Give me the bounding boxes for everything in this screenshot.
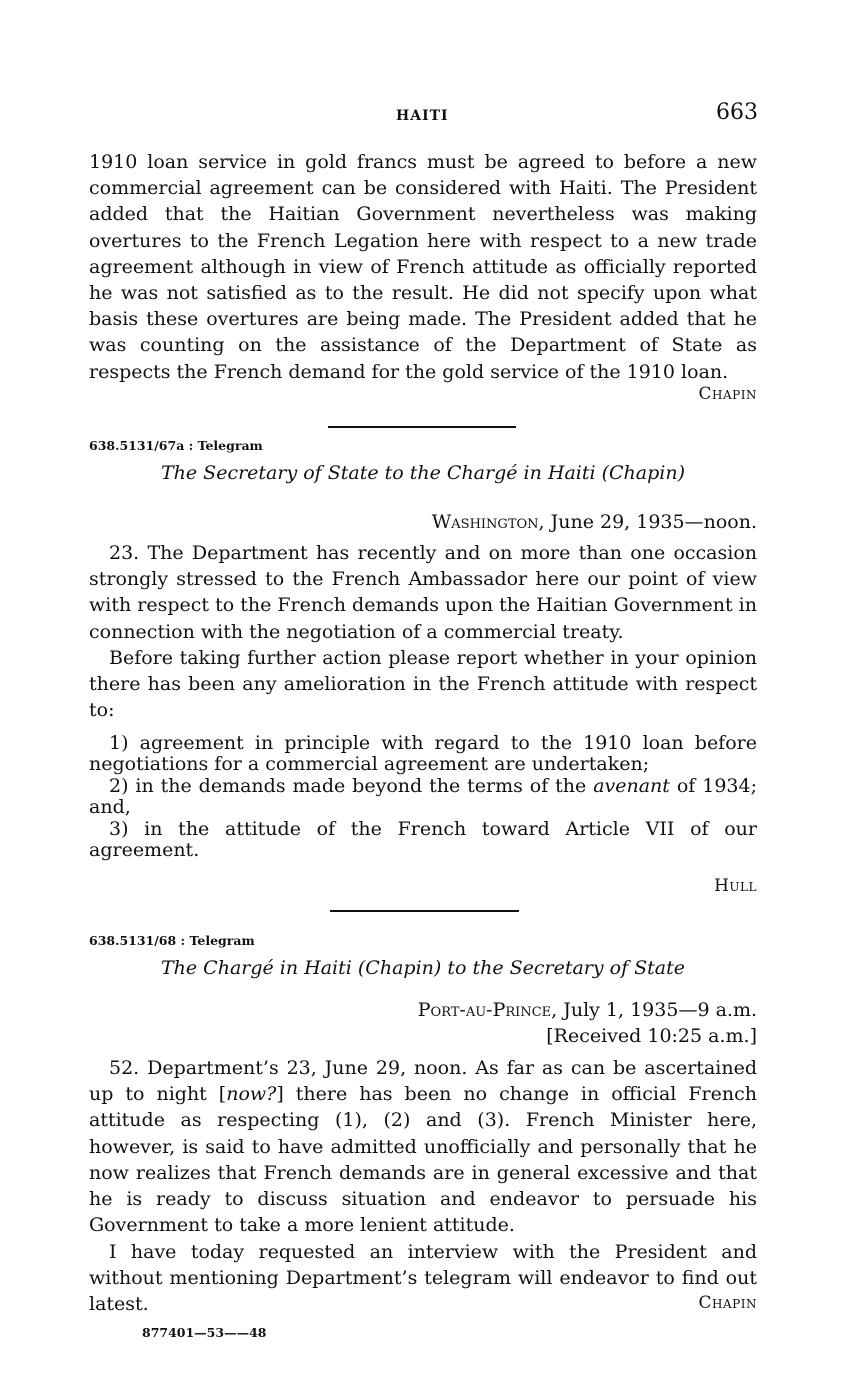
doc2-dateline-date: , June 29, 1935—noon.	[538, 511, 757, 533]
print-code: 877401—53——48	[142, 1325, 267, 1340]
doc3-title: The Chargé in Haiti (Chapin) to the Secretary of State	[160, 957, 686, 979]
doc3-signature: Chapin	[698, 1293, 757, 1313]
doc1-signature: Chapin	[698, 384, 757, 404]
doc2-list-item-3: 3) in the attitude of the French toward Article VII of our agreement.	[89, 818, 757, 861]
doc2-list-item-2-end: of 1934; and,	[89, 775, 758, 818]
doc2-list-item-2-emphasis: avenant	[593, 775, 670, 797]
running-title: HAITI	[396, 108, 449, 124]
section-divider	[328, 426, 516, 428]
doc3-file-reference: 638.5131/68 : Telegram	[89, 933, 255, 948]
section-divider	[330, 910, 519, 912]
doc2-dateline	[432, 511, 757, 533]
doc2-list-item-2-start: 2) in the demands made beyond the terms of the	[109, 775, 594, 797]
doc3-dateline-place: Port-au-Prince	[417, 999, 552, 1021]
doc2-paragraph-1: 23. The Department has recently and on more than one occasion strongly stressed to the French Ambassador here our point of view with respect to the French demands upon the Haitian Government in connection with the negotiation of a commercial treaty.	[89, 542, 757, 643]
page-number: 663	[716, 100, 758, 125]
doc3-paragraph-1-end: ] there has been no change in official French attitude as respecting (1), (2) and (3). French Minister here, however, is said to have admitted unofficially and personally that he now realizes that French demands are in general excessive and that he is ready to discuss situation and endeavor to persuade his Government to take a more lenient attitude.	[89, 1083, 757, 1237]
doc3-dateline-date: , July 1, 1935—9 a.m.	[551, 999, 757, 1021]
doc2-signature: Hull	[714, 876, 757, 896]
doc3-paragraph-1	[89, 1055, 757, 1238]
doc2-title: The Secretary of State to the Chargé in Haiti (Chapin)	[160, 462, 686, 484]
doc2-list-item-2	[89, 776, 757, 818]
doc1-continuation-paragraph: 1910 loan service in gold francs must be agreed to before a new commercial agreement can be considered with Haiti. The President added that the Haitian Government nevertheless was making overtures to the French Legation here with respect to a new trade agreement although in view of French attitude as officially reported he was not satisfied as to the result. He did not specify upon what basis these overtures are being made. The President added that he was counting on the assistance of the Department of State as respects the French demand for the gold service of the 1910 loan.	[89, 151, 757, 383]
doc3-paragraph-1-emphasis: now?	[226, 1083, 277, 1106]
doc3-paragraph-2: I have today requested an interview with the President and without mentioning Department’s telegram will endeavor to find out latest.	[89, 1241, 757, 1316]
doc3-paragraph-1-start: 52. Department’s 23, June 29, noon. As far as can be ascertained up to night [	[89, 1057, 757, 1106]
doc2-file-reference: 638.5131/67a : Telegram	[89, 438, 263, 453]
doc3-received-time: [Received 10:25 a.m.]	[546, 1025, 757, 1047]
doc2-list-item-1: 1) agreement in principle with regard to the 1910 loan before negotiations for a commercial agreement are undertaken;	[89, 732, 757, 775]
doc3-dateline	[418, 999, 757, 1021]
doc2-dateline-place: Washington	[431, 511, 539, 533]
doc2-paragraph-2: Before taking further action please report whether in your opinion there has been any amelioration in the French attitude with respect to:	[89, 647, 757, 722]
